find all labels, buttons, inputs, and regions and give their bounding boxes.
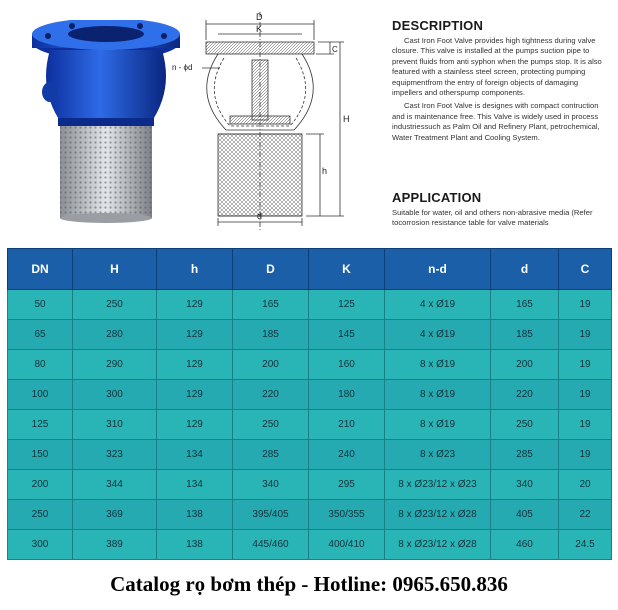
- table-cell: 8 x Ø23: [385, 440, 491, 470]
- table-cell: 290: [73, 350, 157, 380]
- table-cell: 405: [491, 500, 559, 530]
- header-cell: D: [233, 249, 309, 290]
- spec-table-body: [8, 290, 612, 560]
- table-cell: 134: [157, 440, 233, 470]
- table-cell: 389: [73, 530, 157, 560]
- table-row: [8, 320, 612, 350]
- table-cell: 323: [73, 440, 157, 470]
- table-cell: 20: [559, 470, 612, 500]
- table-cell: 125: [8, 410, 73, 440]
- table-row: [8, 530, 612, 560]
- table-cell: 129: [157, 320, 233, 350]
- header-cell: n-d: [385, 249, 491, 290]
- application-title: APPLICATION: [392, 190, 482, 205]
- table-cell: 445/460: [233, 530, 309, 560]
- table-cell: 150: [8, 440, 73, 470]
- table-cell: 400/410: [309, 530, 385, 560]
- table-cell: 369: [73, 500, 157, 530]
- table-cell: 185: [491, 320, 559, 350]
- table-row: [8, 350, 612, 380]
- table-cell: 8 x Ø19: [385, 350, 491, 380]
- table-cell: 395/405: [233, 500, 309, 530]
- table-cell: 240: [309, 440, 385, 470]
- label-D: D: [256, 12, 263, 22]
- table-cell: 220: [491, 380, 559, 410]
- header-cell: K: [309, 249, 385, 290]
- header-cell: d: [491, 249, 559, 290]
- foot-valve-diagram: [168, 4, 368, 236]
- header-cell: h: [157, 249, 233, 290]
- description-title: DESCRIPTION: [392, 18, 484, 33]
- table-cell: 8 x Ø19: [385, 380, 491, 410]
- table-cell: 340: [491, 470, 559, 500]
- table-cell: 180: [309, 380, 385, 410]
- label-n-d: n - ϕd: [172, 63, 193, 72]
- table-cell: 8 x Ø23/12 x Ø28: [385, 530, 491, 560]
- table-cell: 200: [233, 350, 309, 380]
- table-cell: 22: [559, 500, 612, 530]
- table-cell: 285: [233, 440, 309, 470]
- spec-table-header: [8, 249, 612, 290]
- table-cell: 145: [309, 320, 385, 350]
- table-cell: 160: [309, 350, 385, 380]
- table-cell: 165: [233, 290, 309, 320]
- table-cell: 300: [73, 380, 157, 410]
- table-cell: 129: [157, 380, 233, 410]
- application-section: [392, 190, 606, 229]
- footer-hotline: Catalog rọ bơm thép - Hotline: 0965.650.836: [110, 572, 508, 596]
- table-cell: 460: [491, 530, 559, 560]
- description-paragraph-1: Cast Iron Foot Valve provides high tightness during valve closure. This valve is installed at the pumps suction pipe to prevent fluids from anti syphon when the pumps stop. It is also featured with a stainless steel screen, protecting pumping equipmentfrom the entry of foreign objects of damaging impellers and otherspump components.: [392, 36, 602, 98]
- table-cell: 50: [8, 290, 73, 320]
- table-cell: 129: [157, 290, 233, 320]
- table-row: [8, 290, 612, 320]
- description-section: [392, 18, 606, 143]
- table-cell: 300: [8, 530, 73, 560]
- header-cell: C: [559, 249, 612, 290]
- table-cell: 8 x Ø19: [385, 410, 491, 440]
- table-row: [8, 440, 612, 470]
- table-cell: 19: [559, 320, 612, 350]
- table-cell: 220: [233, 380, 309, 410]
- spec-table: [7, 248, 612, 560]
- table-cell: 138: [157, 500, 233, 530]
- table-cell: 8 x Ø23/12 x Ø28: [385, 500, 491, 530]
- header-cell: H: [73, 249, 157, 290]
- table-cell: 129: [157, 410, 233, 440]
- table-cell: 295: [309, 470, 385, 500]
- table-cell: 80: [8, 350, 73, 380]
- table-row: [8, 500, 612, 530]
- table-cell: 250: [491, 410, 559, 440]
- table-cell: 280: [73, 320, 157, 350]
- table-cell: 200: [491, 350, 559, 380]
- label-H: H: [343, 114, 350, 124]
- table-cell: 129: [157, 350, 233, 380]
- table-cell: 350/355: [309, 500, 385, 530]
- table-cell: 8 x Ø23/12 x Ø23: [385, 470, 491, 500]
- table-cell: 134: [157, 470, 233, 500]
- table-cell: 250: [73, 290, 157, 320]
- table-cell: 310: [73, 410, 157, 440]
- table-cell: 285: [491, 440, 559, 470]
- table-cell: 210: [309, 410, 385, 440]
- label-h: h: [322, 166, 328, 176]
- table-cell: 19: [559, 290, 612, 320]
- table-cell: 19: [559, 350, 612, 380]
- table-cell: 19: [559, 440, 612, 470]
- table-cell: 4 x Ø19: [385, 290, 491, 320]
- table-row: [8, 470, 612, 500]
- table-cell: 100: [8, 380, 73, 410]
- table-cell: 65: [8, 320, 73, 350]
- table-cell: 165: [491, 290, 559, 320]
- table-cell: 138: [157, 530, 233, 560]
- table-cell: 250: [8, 500, 73, 530]
- table-cell: 125: [309, 290, 385, 320]
- label-K: K: [256, 24, 263, 34]
- table-cell: 4 x Ø19: [385, 320, 491, 350]
- table-row: [8, 380, 612, 410]
- label-C: C: [332, 45, 338, 54]
- description-paragraph-2: Cast Iron Foot Valve is designes with compact contruction and is maintenance free. This Valve is widely used in process industriessuch as Palm Oil and Refinery Plant, petrochemical, Water Treatment Plant and Cooling System.: [392, 101, 600, 142]
- table-cell: 24.5: [559, 530, 612, 560]
- table-cell: 19: [559, 410, 612, 440]
- label-d: d: [257, 211, 263, 221]
- table-cell: 185: [233, 320, 309, 350]
- foot-valve-photo: [28, 20, 184, 225]
- table-cell: 200: [8, 470, 73, 500]
- application-paragraph: Suitable for water, oil and others non-abrasive media (Refer tocorrosion resistance table for valve materials: [392, 208, 593, 228]
- table-row: [8, 410, 612, 440]
- table-cell: 250: [233, 410, 309, 440]
- table-cell: 19: [559, 380, 612, 410]
- table-cell: 340: [233, 470, 309, 500]
- header-cell: DN: [8, 249, 73, 290]
- table-cell: 344: [73, 470, 157, 500]
